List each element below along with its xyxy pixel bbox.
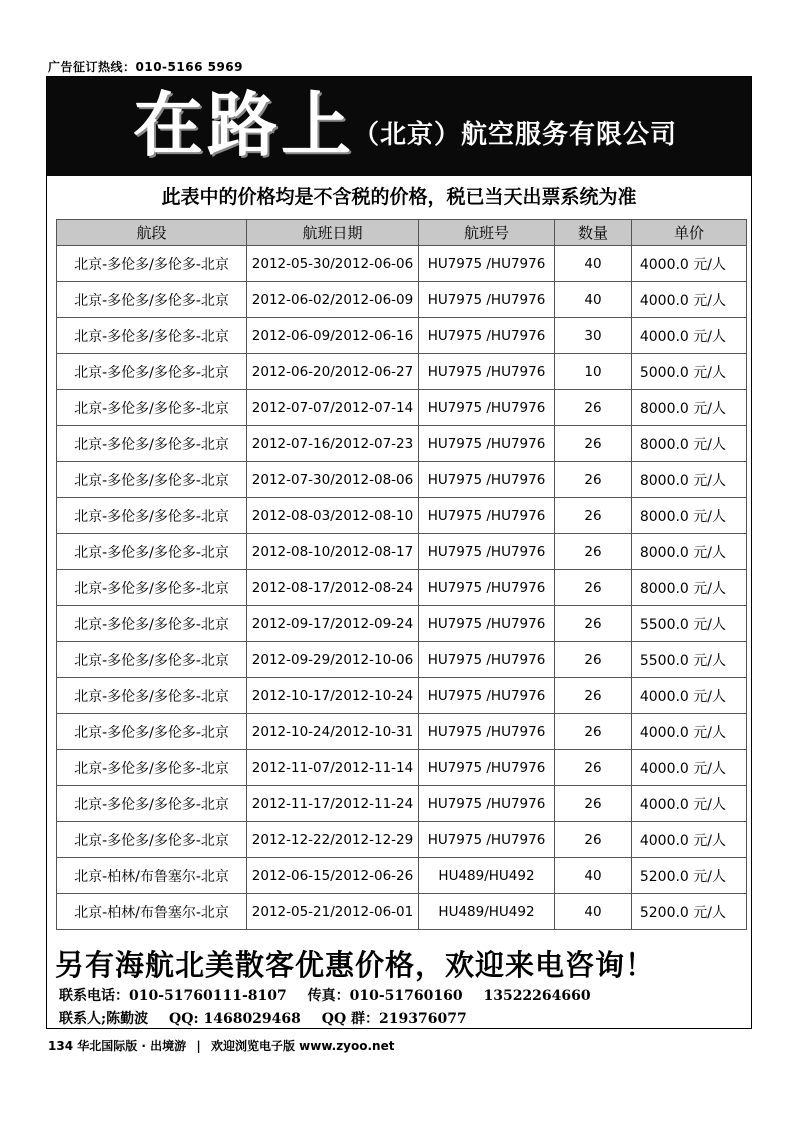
page-footer: [48, 1037, 394, 1054]
contact-person: 联系人;陈勤波: [59, 1011, 149, 1027]
ad-hotline: 广告征订热线：010-5166 5969: [48, 60, 244, 74]
table-row: [57, 282, 747, 318]
company-name: 在路上: [133, 83, 355, 166]
flight-cell: HU7975 /HU7976: [419, 750, 555, 786]
ad-frame: [46, 76, 752, 1029]
contact-line-1: [59, 985, 607, 1005]
flight-cell: HU7975 /HU7976: [419, 786, 555, 822]
date-cell: 2012-06-20/2012-06-27: [247, 354, 419, 390]
flight-cell: HU7975 /HU7976: [419, 462, 555, 498]
quantity-cell: 26: [555, 642, 632, 678]
date-cell: 2012-06-02/2012-06-09: [247, 282, 419, 318]
price-cell: 4000.0 元/人: [632, 246, 747, 282]
date-cell: 2012-12-22/2012-12-29: [247, 822, 419, 858]
table-row: [57, 354, 747, 390]
header-quantity: 数量: [555, 220, 632, 246]
table-row: [57, 678, 747, 714]
table-row: [57, 462, 747, 498]
date-cell: 2012-07-07/2012-07-14: [247, 390, 419, 426]
price-cell: 8000.0 元/人: [632, 498, 747, 534]
page-number: 134: [48, 1039, 74, 1053]
flight-cell: HU7975 /HU7976: [419, 534, 555, 570]
table-row: [57, 318, 747, 354]
quantity-cell: 26: [555, 786, 632, 822]
quantity-cell: 26: [555, 390, 632, 426]
route-cell: 北京-多伦多/多伦多-北京: [57, 282, 247, 318]
route-cell: 北京-多伦多/多伦多-北京: [57, 642, 247, 678]
route-cell: 北京-多伦多/多伦多-北京: [57, 570, 247, 606]
flight-cell: HU7975 /HU7976: [419, 426, 555, 462]
price-cell: 4000.0 元/人: [632, 714, 747, 750]
flight-cell: HU7975 /HU7976: [419, 390, 555, 426]
flight-cell: HU7975 /HU7976: [419, 318, 555, 354]
route-cell: 北京-多伦多/多伦多-北京: [57, 354, 247, 390]
date-cell: 2012-09-17/2012-09-24: [247, 606, 419, 642]
header-date: 航班日期: [247, 220, 419, 246]
price-cell: 5500.0 元/人: [632, 606, 747, 642]
date-cell: 2012-09-29/2012-10-06: [247, 642, 419, 678]
flight-cell: HU7975 /HU7976: [419, 642, 555, 678]
price-cell: 8000.0 元/人: [632, 534, 747, 570]
table-row: [57, 894, 747, 930]
route-cell: 北京-多伦多/多伦多-北京: [57, 606, 247, 642]
route-cell: 北京-柏林/布鲁塞尔-北京: [57, 858, 247, 894]
route-cell: 北京-多伦多/多伦多-北京: [57, 246, 247, 282]
table-row: [57, 426, 747, 462]
flight-cell: HU489/HU492: [419, 858, 555, 894]
quantity-cell: 26: [555, 606, 632, 642]
price-cell: 4000.0 元/人: [632, 678, 747, 714]
fare-table-header: [57, 220, 747, 246]
flight-cell: HU7975 /HU7976: [419, 714, 555, 750]
price-cell: 4000.0 元/人: [632, 318, 747, 354]
route-cell: 北京-多伦多/多伦多-北京: [57, 498, 247, 534]
flight-cell: HU7975 /HU7976: [419, 282, 555, 318]
route-cell: 北京-多伦多/多伦多-北京: [57, 822, 247, 858]
company-subtitle: （北京）航空服务有限公司: [353, 120, 678, 150]
footer-slogan: 欢迎浏览电子版: [210, 1039, 295, 1053]
price-cell: 4000.0 元/人: [632, 750, 747, 786]
contact-phone: 联系电话：010-51760111-8107: [59, 988, 287, 1004]
table-row: [57, 246, 747, 282]
price-cell: 8000.0 元/人: [632, 570, 747, 606]
flight-cell: HU7975 /HU7976: [419, 678, 555, 714]
table-row: [57, 606, 747, 642]
route-cell: 北京-多伦多/多伦多-北京: [57, 318, 247, 354]
date-cell: 2012-06-15/2012-06-26: [247, 858, 419, 894]
price-cell: 4000.0 元/人: [632, 786, 747, 822]
header-flight: 航班号: [419, 220, 555, 246]
table-row: [57, 498, 747, 534]
flight-cell: HU7975 /HU7976: [419, 498, 555, 534]
quantity-cell: 26: [555, 462, 632, 498]
table-row: [57, 390, 747, 426]
flight-cell: HU7975 /HU7976: [419, 354, 555, 390]
table-row: [57, 570, 747, 606]
quantity-cell: 26: [555, 534, 632, 570]
quantity-cell: 40: [555, 894, 632, 930]
date-cell: 2012-06-09/2012-06-16: [247, 318, 419, 354]
flight-cell: HU7975 /HU7976: [419, 606, 555, 642]
price-cell: 4000.0 元/人: [632, 822, 747, 858]
quantity-cell: 26: [555, 498, 632, 534]
header-route: 航段: [57, 220, 247, 246]
table-row: [57, 534, 747, 570]
promo-headline: 另有海航北美散客优惠价格，欢迎来电咨询！: [55, 948, 656, 982]
header-price: 单价: [632, 220, 747, 246]
flight-cell: HU7975 /HU7976: [419, 822, 555, 858]
edition-label: 华北国际版 · 出境游: [77, 1039, 187, 1053]
price-cell: 5200.0 元/人: [632, 858, 747, 894]
contact-qq-group: QQ 群：219376077: [321, 1011, 467, 1027]
contact-mobile: 13522264660: [483, 988, 591, 1004]
flight-cell: HU7975 /HU7976: [419, 246, 555, 282]
quantity-cell: 26: [555, 822, 632, 858]
price-cell: 4000.0 元/人: [632, 282, 747, 318]
table-row: [57, 858, 747, 894]
quantity-cell: 26: [555, 570, 632, 606]
quantity-cell: 30: [555, 318, 632, 354]
footer-site-link[interactable]: www.zyoo.net: [299, 1039, 395, 1053]
price-cell: 5200.0 元/人: [632, 894, 747, 930]
date-cell: 2012-08-10/2012-08-17: [247, 534, 419, 570]
date-cell: 2012-10-17/2012-10-24: [247, 678, 419, 714]
quantity-cell: 40: [555, 858, 632, 894]
quantity-cell: 26: [555, 714, 632, 750]
footer-separator: |: [196, 1039, 201, 1053]
route-cell: 北京-多伦多/多伦多-北京: [57, 750, 247, 786]
quantity-cell: 26: [555, 678, 632, 714]
route-cell: 北京-多伦多/多伦多-北京: [57, 534, 247, 570]
route-cell: 北京-多伦多/多伦多-北京: [57, 714, 247, 750]
route-cell: 北京-多伦多/多伦多-北京: [57, 426, 247, 462]
table-row: [57, 786, 747, 822]
route-cell: 北京-多伦多/多伦多-北京: [57, 462, 247, 498]
quantity-cell: 40: [555, 246, 632, 282]
date-cell: 2012-11-17/2012-11-24: [247, 786, 419, 822]
price-notice: 此表中的价格均是不含税的价格，税已当天出票系统为准: [161, 186, 637, 208]
route-cell: 北京-柏林/布鲁塞尔-北京: [57, 894, 247, 930]
quantity-cell: 26: [555, 426, 632, 462]
date-cell: 2012-07-16/2012-07-23: [247, 426, 419, 462]
price-cell: 8000.0 元/人: [632, 426, 747, 462]
fare-table: [56, 219, 747, 930]
date-cell: 2012-05-30/2012-06-06: [247, 246, 419, 282]
company-banner: [47, 77, 751, 176]
contact-qq: QQ: 1468029468: [169, 1011, 301, 1027]
date-cell: 2012-05-21/2012-06-01: [247, 894, 419, 930]
contact-line-2: [59, 1008, 483, 1028]
flight-cell: HU489/HU492: [419, 894, 555, 930]
table-row: [57, 750, 747, 786]
table-row: [57, 822, 747, 858]
table-row: [57, 642, 747, 678]
route-cell: 北京-多伦多/多伦多-北京: [57, 786, 247, 822]
date-cell: 2012-11-07/2012-11-14: [247, 750, 419, 786]
quantity-cell: 10: [555, 354, 632, 390]
route-cell: 北京-多伦多/多伦多-北京: [57, 678, 247, 714]
date-cell: 2012-08-03/2012-08-10: [247, 498, 419, 534]
date-cell: 2012-07-30/2012-08-06: [247, 462, 419, 498]
quantity-cell: 26: [555, 750, 632, 786]
contact-fax: 传真：010-51760160: [307, 988, 463, 1004]
price-cell: 5500.0 元/人: [632, 642, 747, 678]
flight-cell: HU7975 /HU7976: [419, 570, 555, 606]
date-cell: 2012-10-24/2012-10-31: [247, 714, 419, 750]
price-cell: 5000.0 元/人: [632, 354, 747, 390]
table-row: [57, 714, 747, 750]
quantity-cell: 40: [555, 282, 632, 318]
route-cell: 北京-多伦多/多伦多-北京: [57, 390, 247, 426]
price-cell: 8000.0 元/人: [632, 462, 747, 498]
date-cell: 2012-08-17/2012-08-24: [247, 570, 419, 606]
price-cell: 8000.0 元/人: [632, 390, 747, 426]
